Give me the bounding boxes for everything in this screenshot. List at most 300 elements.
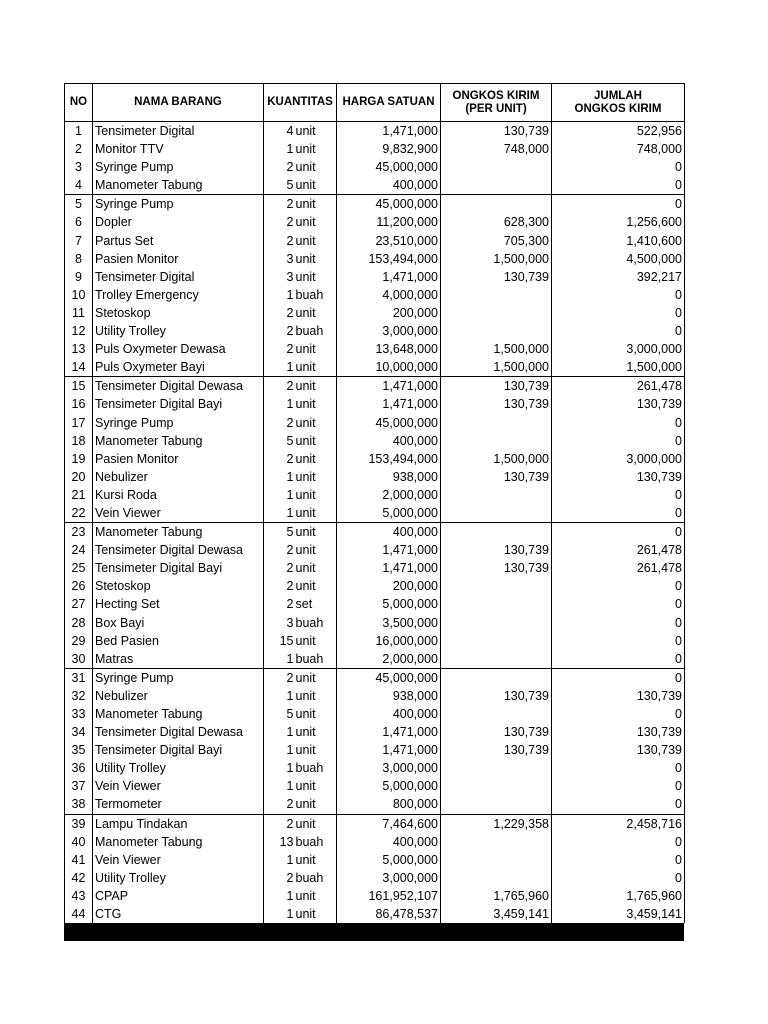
item-name: Tensimeter Digital Dewasa xyxy=(93,377,264,396)
row-number: 14 xyxy=(65,358,93,377)
quantity-unit: unit xyxy=(295,195,337,214)
quantity-unit: unit xyxy=(295,468,337,486)
quantity-unit: unit xyxy=(295,268,337,286)
row-number: 41 xyxy=(65,851,93,869)
quantity-unit: unit xyxy=(295,140,337,158)
quantity-value: 4 xyxy=(264,122,295,141)
quantity-unit: unit xyxy=(295,795,337,814)
quantity-unit: unit xyxy=(295,705,337,723)
row-number: 35 xyxy=(65,741,93,759)
item-name: Bed Pasien xyxy=(93,632,264,650)
row-number: 18 xyxy=(65,432,93,450)
unit-price: 7,464,600 xyxy=(337,814,441,833)
item-name: Manometer Tabung xyxy=(93,833,264,851)
table-row xyxy=(65,814,685,833)
shipping-total: 0 xyxy=(552,486,685,504)
unit-price: 400,000 xyxy=(337,705,441,723)
table-row xyxy=(65,577,685,595)
item-name: Manometer Tabung xyxy=(93,705,264,723)
row-number: 43 xyxy=(65,887,93,905)
shipping-total: 0 xyxy=(552,851,685,869)
item-name: Vein Viewer xyxy=(93,851,264,869)
quantity-value: 1 xyxy=(264,759,295,777)
row-number: 21 xyxy=(65,486,93,504)
row-number: 22 xyxy=(65,504,93,523)
shipping-per-unit: 1,500,000 xyxy=(441,340,552,358)
unit-price: 1,471,000 xyxy=(337,268,441,286)
unit-price: 200,000 xyxy=(337,577,441,595)
item-name: Kursi Roda xyxy=(93,486,264,504)
shipping-per-unit: 705,300 xyxy=(441,232,552,250)
row-number: 25 xyxy=(65,559,93,577)
shipping-total: 2,458,716 xyxy=(552,814,685,833)
unit-price: 45,000,000 xyxy=(337,158,441,176)
table-row xyxy=(65,559,685,577)
table-row xyxy=(65,723,685,741)
table-row xyxy=(65,851,685,869)
quantity-value: 2 xyxy=(264,668,295,687)
col-header-shipping-line1: ONGKOS KIRIM xyxy=(452,89,540,102)
item-name: Utility Trolley xyxy=(93,869,264,887)
shipping-per-unit xyxy=(441,414,552,432)
table-body xyxy=(65,122,685,924)
shipping-per-unit: 130,739 xyxy=(441,395,552,413)
quantity-unit: unit xyxy=(295,632,337,650)
unit-price: 1,471,000 xyxy=(337,723,441,741)
table-row xyxy=(65,595,685,613)
shipping-total: 0 xyxy=(552,322,685,340)
shipping-per-unit xyxy=(441,632,552,650)
quantity-value: 13 xyxy=(264,833,295,851)
shipping-per-unit: 3,459,141 xyxy=(441,905,552,923)
quantity-unit: unit xyxy=(295,905,337,923)
unit-price: 45,000,000 xyxy=(337,414,441,432)
item-name: Hecting Set xyxy=(93,595,264,613)
unit-price: 1,471,000 xyxy=(337,741,441,759)
table-row xyxy=(65,195,685,214)
item-name: Pasien Monitor xyxy=(93,250,264,268)
table-row xyxy=(65,450,685,468)
item-name: Termometer xyxy=(93,795,264,814)
row-number: 8 xyxy=(65,250,93,268)
quantity-unit: unit xyxy=(295,577,337,595)
row-number: 2 xyxy=(65,140,93,158)
item-name: Pasien Monitor xyxy=(93,450,264,468)
unit-price: 5,000,000 xyxy=(337,504,441,523)
unit-price: 938,000 xyxy=(337,687,441,705)
table-row xyxy=(65,759,685,777)
quantity-unit: unit xyxy=(295,250,337,268)
item-name: Tensimeter Digital Dewasa xyxy=(93,541,264,559)
quantity-value: 1 xyxy=(264,486,295,504)
quantity-value: 2 xyxy=(264,232,295,250)
shipping-per-unit xyxy=(441,432,552,450)
col-header-total-line2: ONGKOS KIRIM xyxy=(574,102,662,115)
row-number: 28 xyxy=(65,614,93,632)
row-number: 42 xyxy=(65,869,93,887)
quantity-value: 1 xyxy=(264,851,295,869)
shipping-per-unit xyxy=(441,833,552,851)
shipping-per-unit: 130,739 xyxy=(441,723,552,741)
unit-price: 153,494,000 xyxy=(337,250,441,268)
quantity-value: 2 xyxy=(264,795,295,814)
total-row-bar xyxy=(64,923,684,941)
quantity-value: 1 xyxy=(264,140,295,158)
shipping-per-unit: 130,739 xyxy=(441,541,552,559)
table-row xyxy=(65,687,685,705)
table-row xyxy=(65,887,685,905)
table-row xyxy=(65,614,685,632)
quantity-value: 2 xyxy=(264,158,295,176)
table-row xyxy=(65,432,685,450)
quantity-value: 2 xyxy=(264,559,295,577)
item-name: Stetoskop xyxy=(93,577,264,595)
shipping-total: 130,739 xyxy=(552,687,685,705)
shipping-total: 261,478 xyxy=(552,377,685,396)
row-number: 33 xyxy=(65,705,93,723)
shipping-total: 0 xyxy=(552,286,685,304)
shipping-per-unit xyxy=(441,777,552,795)
unit-price: 2,000,000 xyxy=(337,486,441,504)
quantity-value: 15 xyxy=(264,632,295,650)
item-name: Lampu Tindakan xyxy=(93,814,264,833)
quantity-unit: buah xyxy=(295,650,337,669)
quantity-value: 2 xyxy=(264,541,295,559)
shipping-per-unit xyxy=(441,595,552,613)
quantity-unit: buah xyxy=(295,759,337,777)
row-number: 7 xyxy=(65,232,93,250)
unit-price: 3,000,000 xyxy=(337,869,441,887)
quantity-value: 5 xyxy=(264,176,295,195)
item-name: Puls Oxymeter Bayi xyxy=(93,358,264,377)
quantity-value: 2 xyxy=(264,377,295,396)
shipping-total: 261,478 xyxy=(552,559,685,577)
unit-price: 153,494,000 xyxy=(337,450,441,468)
row-number: 17 xyxy=(65,414,93,432)
item-name: CPAP xyxy=(93,887,264,905)
unit-price: 3,000,000 xyxy=(337,322,441,340)
shipping-per-unit xyxy=(441,195,552,214)
quantity-unit: buah xyxy=(295,869,337,887)
row-number: 36 xyxy=(65,759,93,777)
quantity-value: 1 xyxy=(264,887,295,905)
shipping-per-unit: 130,739 xyxy=(441,122,552,141)
shipping-per-unit: 1,500,000 xyxy=(441,450,552,468)
quantity-value: 5 xyxy=(264,432,295,450)
row-number: 12 xyxy=(65,322,93,340)
row-number: 26 xyxy=(65,577,93,595)
table-row xyxy=(65,486,685,504)
shipping-per-unit: 130,739 xyxy=(441,741,552,759)
shipping-per-unit xyxy=(441,504,552,523)
row-number: 29 xyxy=(65,632,93,650)
row-number: 16 xyxy=(65,395,93,413)
quantity-value: 2 xyxy=(264,450,295,468)
unit-price: 5,000,000 xyxy=(337,595,441,613)
shipping-per-unit xyxy=(441,286,552,304)
table-row xyxy=(65,833,685,851)
item-name: Utility Trolley xyxy=(93,759,264,777)
row-number: 39 xyxy=(65,814,93,833)
shipping-per-unit xyxy=(441,304,552,322)
shipping-total: 748,000 xyxy=(552,140,685,158)
quantity-unit: unit xyxy=(295,432,337,450)
quantity-value: 1 xyxy=(264,905,295,923)
unit-price: 10,000,000 xyxy=(337,358,441,377)
item-name: Dopler xyxy=(93,213,264,231)
quantity-value: 1 xyxy=(264,468,295,486)
quantity-unit: unit xyxy=(295,723,337,741)
item-name: Utility Trolley xyxy=(93,322,264,340)
unit-price: 13,648,000 xyxy=(337,340,441,358)
quantity-value: 5 xyxy=(264,523,295,542)
quantity-value: 2 xyxy=(264,322,295,340)
quantity-value: 1 xyxy=(264,504,295,523)
quantity-unit: buah xyxy=(295,322,337,340)
shipping-per-unit: 1,229,358 xyxy=(441,814,552,833)
unit-price: 1,471,000 xyxy=(337,377,441,396)
shipping-per-unit: 130,739 xyxy=(441,687,552,705)
shipping-total: 0 xyxy=(552,595,685,613)
quantity-unit: unit xyxy=(295,414,337,432)
quantity-value: 3 xyxy=(264,268,295,286)
quantity-unit: unit xyxy=(295,814,337,833)
table-row xyxy=(65,176,685,195)
shipping-per-unit xyxy=(441,158,552,176)
item-name: Tensimeter Digital Bayi xyxy=(93,395,264,413)
row-number: 19 xyxy=(65,450,93,468)
shipping-total: 522,956 xyxy=(552,122,685,141)
quantity-unit: unit xyxy=(295,486,337,504)
table-row xyxy=(65,304,685,322)
table-row xyxy=(65,777,685,795)
col-header-no: NO xyxy=(65,84,93,122)
quantity-unit: unit xyxy=(295,777,337,795)
shipping-total: 392,217 xyxy=(552,268,685,286)
unit-price: 3,500,000 xyxy=(337,614,441,632)
shipping-total: 1,500,000 xyxy=(552,358,685,377)
unit-price: 5,000,000 xyxy=(337,851,441,869)
quantity-unit: unit xyxy=(295,504,337,523)
shipping-total: 0 xyxy=(552,414,685,432)
unit-price: 4,000,000 xyxy=(337,286,441,304)
table-row xyxy=(65,250,685,268)
quantity-value: 1 xyxy=(264,777,295,795)
quantity-unit: buah xyxy=(295,833,337,851)
shipping-per-unit: 130,739 xyxy=(441,377,552,396)
item-name: Monitor TTV xyxy=(93,140,264,158)
shipping-total: 0 xyxy=(552,577,685,595)
quantity-unit: set xyxy=(295,595,337,613)
item-name: Matras xyxy=(93,650,264,669)
quantity-value: 1 xyxy=(264,358,295,377)
quantity-unit: unit xyxy=(295,559,337,577)
row-number: 9 xyxy=(65,268,93,286)
quantity-unit: unit xyxy=(295,122,337,141)
unit-price: 200,000 xyxy=(337,304,441,322)
item-name: Tensimeter Digital xyxy=(93,122,264,141)
unit-price: 45,000,000 xyxy=(337,668,441,687)
row-number: 3 xyxy=(65,158,93,176)
item-name: Partus Set xyxy=(93,232,264,250)
table-row xyxy=(65,122,685,141)
row-number: 37 xyxy=(65,777,93,795)
shipping-total: 0 xyxy=(552,668,685,687)
row-number: 34 xyxy=(65,723,93,741)
shipping-total: 0 xyxy=(552,523,685,542)
item-name: CTG xyxy=(93,905,264,923)
shipping-per-unit: 1,500,000 xyxy=(441,358,552,377)
item-name: Nebulizer xyxy=(93,687,264,705)
table-row xyxy=(65,668,685,687)
item-name: Tensimeter Digital Bayi xyxy=(93,741,264,759)
row-number: 13 xyxy=(65,340,93,358)
quantity-unit: unit xyxy=(295,358,337,377)
table-row xyxy=(65,905,685,923)
table-row xyxy=(65,504,685,523)
col-header-total-line1: JUMLAH xyxy=(594,89,642,102)
unit-price: 5,000,000 xyxy=(337,777,441,795)
shipping-per-unit xyxy=(441,668,552,687)
row-number: 10 xyxy=(65,286,93,304)
item-name: Trolley Emergency xyxy=(93,286,264,304)
quantity-unit: unit xyxy=(295,687,337,705)
row-number: 4 xyxy=(65,176,93,195)
shipping-total: 0 xyxy=(552,632,685,650)
quantity-unit: buah xyxy=(295,286,337,304)
table-row xyxy=(65,158,685,176)
shipping-total: 0 xyxy=(552,504,685,523)
shipping-total: 1,256,600 xyxy=(552,213,685,231)
row-number: 44 xyxy=(65,905,93,923)
quantity-value: 1 xyxy=(264,395,295,413)
unit-price: 16,000,000 xyxy=(337,632,441,650)
shipping-per-unit xyxy=(441,851,552,869)
shipping-per-unit xyxy=(441,577,552,595)
shipping-per-unit: 130,739 xyxy=(441,468,552,486)
item-name: Vein Viewer xyxy=(93,777,264,795)
item-name: Tensimeter Digital Dewasa xyxy=(93,723,264,741)
shipping-per-unit xyxy=(441,322,552,340)
row-number: 20 xyxy=(65,468,93,486)
quantity-value: 1 xyxy=(264,687,295,705)
table-row xyxy=(65,358,685,377)
row-number: 1 xyxy=(65,122,93,141)
row-number: 5 xyxy=(65,195,93,214)
table-row xyxy=(65,286,685,304)
unit-price: 161,952,107 xyxy=(337,887,441,905)
shipping-total: 0 xyxy=(552,432,685,450)
quantity-value: 2 xyxy=(264,595,295,613)
shipping-total: 0 xyxy=(552,176,685,195)
row-number: 6 xyxy=(65,213,93,231)
table-row xyxy=(65,414,685,432)
quantity-unit: unit xyxy=(295,377,337,396)
quantity-value: 2 xyxy=(264,869,295,887)
quantity-value: 1 xyxy=(264,286,295,304)
item-name: Manometer Tabung xyxy=(93,523,264,542)
shipping-per-unit xyxy=(441,650,552,669)
table-row xyxy=(65,340,685,358)
row-number: 32 xyxy=(65,687,93,705)
col-header-shipping-line2: (PER UNIT) xyxy=(465,102,527,115)
header-row xyxy=(65,84,685,122)
quantity-unit: unit xyxy=(295,213,337,231)
quantity-value: 1 xyxy=(264,650,295,669)
row-number: 27 xyxy=(65,595,93,613)
shipping-total: 0 xyxy=(552,777,685,795)
item-name: Vein Viewer xyxy=(93,504,264,523)
shipping-per-unit: 130,739 xyxy=(441,268,552,286)
shipping-per-unit xyxy=(441,176,552,195)
table-row xyxy=(65,650,685,669)
quantity-unit: unit xyxy=(295,304,337,322)
unit-price: 1,471,000 xyxy=(337,122,441,141)
unit-price: 45,000,000 xyxy=(337,195,441,214)
item-name: Box Bayi xyxy=(93,614,264,632)
quantity-unit: unit xyxy=(295,158,337,176)
item-name: Stetoskop xyxy=(93,304,264,322)
shipping-per-unit xyxy=(441,523,552,542)
unit-price: 9,832,900 xyxy=(337,140,441,158)
shipping-total: 0 xyxy=(552,158,685,176)
shipping-total: 130,739 xyxy=(552,723,685,741)
shipping-total: 0 xyxy=(552,705,685,723)
item-name: Syringe Pump xyxy=(93,195,264,214)
item-name: Nebulizer xyxy=(93,468,264,486)
shipping-per-unit xyxy=(441,614,552,632)
quantity-value: 3 xyxy=(264,250,295,268)
quantity-value: 2 xyxy=(264,213,295,231)
unit-price: 1,471,000 xyxy=(337,559,441,577)
shipping-total: 0 xyxy=(552,759,685,777)
quantity-value: 2 xyxy=(264,814,295,833)
shipping-total: 3,459,141 xyxy=(552,905,685,923)
shipping-total: 3,000,000 xyxy=(552,450,685,468)
quantity-value: 5 xyxy=(264,705,295,723)
unit-price: 400,000 xyxy=(337,176,441,195)
table-row xyxy=(65,232,685,250)
item-name: Tensimeter Digital xyxy=(93,268,264,286)
item-name: Syringe Pump xyxy=(93,668,264,687)
unit-price: 938,000 xyxy=(337,468,441,486)
item-name: Manometer Tabung xyxy=(93,432,264,450)
shipping-total: 0 xyxy=(552,650,685,669)
quantity-unit: unit xyxy=(295,523,337,542)
shipping-per-unit: 628,300 xyxy=(441,213,552,231)
item-name: Manometer Tabung xyxy=(93,176,264,195)
quantity-unit: unit xyxy=(295,232,337,250)
col-header-name: NAMA BARANG xyxy=(93,84,264,122)
row-number: 31 xyxy=(65,668,93,687)
quantity-unit: unit xyxy=(295,176,337,195)
table-row xyxy=(65,741,685,759)
unit-price: 400,000 xyxy=(337,432,441,450)
unit-price: 23,510,000 xyxy=(337,232,441,250)
unit-price: 800,000 xyxy=(337,795,441,814)
shipping-total: 0 xyxy=(552,869,685,887)
row-number: 40 xyxy=(65,833,93,851)
table-row xyxy=(65,395,685,413)
quantity-unit: unit xyxy=(295,541,337,559)
unit-price: 400,000 xyxy=(337,833,441,851)
col-header-unit-price: HARGA SATUAN xyxy=(337,84,441,122)
quantity-unit: unit xyxy=(295,450,337,468)
table-row xyxy=(65,468,685,486)
row-number: 38 xyxy=(65,795,93,814)
table-row xyxy=(65,213,685,231)
quantity-unit: unit xyxy=(295,395,337,413)
